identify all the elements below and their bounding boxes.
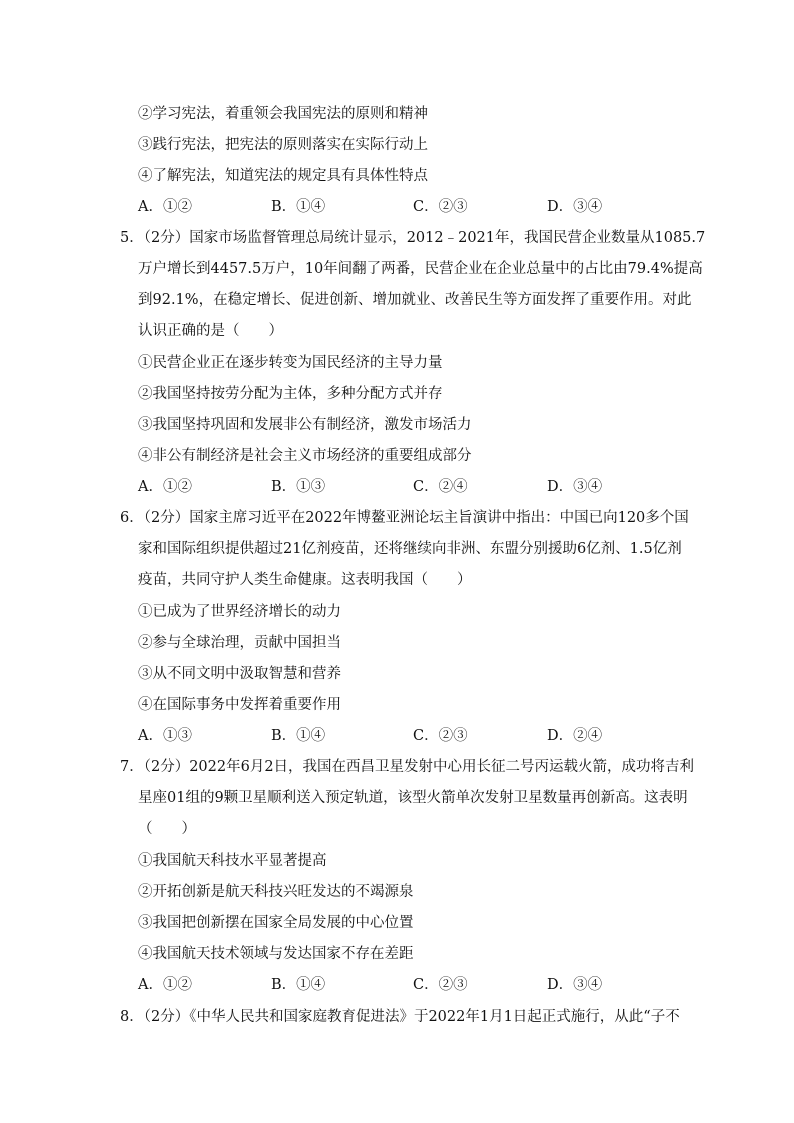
q4-option-2: ②学习宪法，着重领会我国宪法的原则和精神	[138, 106, 428, 122]
q6-option-1: ①已成为了世界经济增长的动力	[138, 604, 341, 620]
q7-choice-d[interactable]: D．③④	[547, 977, 603, 993]
q7-choice-b[interactable]: B．①④	[271, 977, 326, 993]
q5-option-3: ③我国坚持巩固和发展非公有制经济，激发市场活力	[138, 417, 472, 433]
q5-choice-d[interactable]: D．③④	[547, 479, 603, 495]
q4-option-4: ④了解宪法，知道宪法的规定具有具体性特点	[138, 168, 428, 184]
q5-option-2: ②我国坚持按劳分配为主体，多种分配方式并存	[138, 386, 443, 402]
q4-choice-b[interactable]: B．①④	[271, 199, 326, 215]
q6-option-4: ④在国际事务中发挥着重要作用	[138, 697, 341, 713]
q6-choice-d[interactable]: D．②④	[547, 728, 603, 744]
q5-stem-line-2: 万户增长到4457.5万户，10年间翻了两番，民营企业在企业总量中的占比由79.4%提高	[138, 261, 703, 277]
q7-option-2: ②开拓创新是航天科技兴旺发达的不竭源泉	[138, 884, 414, 900]
q7-stem-line-3: （ ）	[138, 821, 196, 837]
q6-option-3: ③从不同文明中汲取智慧和营养	[138, 666, 341, 682]
q7-option-3: ③我国把创新摆在国家全局发展的中心位置	[138, 915, 414, 931]
q6-stem-line-3: 疫苗，共同守护人类生命健康。这表明我国（ ）	[138, 572, 472, 588]
q6-choice-b[interactable]: B．①④	[271, 728, 326, 744]
q6-stem-line-1: 6．（2分）国家主席习近平在2022年博鳌亚洲论坛主旨演讲中指出：中国已向120多个国	[120, 510, 689, 526]
q6-choice-a[interactable]: A．①③	[138, 728, 192, 744]
q4-choice-a[interactable]: A．①②	[138, 199, 192, 215]
q5-choice-c[interactable]: C．②④	[413, 479, 468, 495]
q5-stem-line-1: 5．（2分）国家市场监督管理总局统计显示，2012﹣2021年，我国民营企业数量从1085.7	[120, 230, 706, 246]
q4-choice-d[interactable]: D．③④	[547, 199, 603, 215]
q7-stem-line-2: 星座01组的9颗卫星顺利送入预定轨道，该型火箭单次发射卫星数量再创新高。这表明	[138, 790, 688, 806]
q5-stem-line-4: 认识正确的是（ ）	[138, 323, 283, 339]
q5-option-4: ④非公有制经济是社会主义市场经济的重要组成部分	[138, 448, 472, 464]
q6-stem-line-2: 家和国际组织提供超过21亿剂疫苗，还将继续向非洲、东盟分别援助6亿剂、1.5亿剂	[138, 541, 682, 557]
q4-option-3: ③践行宪法，把宪法的原则落实在实际行动上	[138, 137, 428, 153]
q7-option-1: ①我国航天科技水平显著提高	[138, 853, 327, 869]
q7-choice-a[interactable]: A．①②	[138, 977, 192, 993]
q7-choice-c[interactable]: C．②③	[413, 977, 468, 993]
q6-choice-c[interactable]: C．②③	[413, 728, 468, 744]
q7-choices	[138, 975, 698, 995]
q6-choices	[138, 726, 698, 746]
q5-option-1: ①民营企业正在逐步转变为国民经济的主导力量	[138, 355, 443, 371]
q4-choices	[138, 197, 698, 217]
q7-option-4: ④我国航天技术领域与发达国家不存在差距	[138, 946, 414, 962]
q6-option-2: ②参与全球治理，贡献中国担当	[138, 635, 341, 651]
q8-stem-line-1: 8．（2分）《中华人民共和国家庭教育促进法》于2022年1月1日起正式施行，从此“子不	[120, 1009, 680, 1025]
q7-stem-line-1: 7．（2分）2022年6月2日，我国在西昌卫星发射中心用长征二号丙运载火箭，成功将吉利	[120, 759, 695, 775]
q4-choice-c[interactable]: C．②③	[413, 199, 468, 215]
q5-choice-b[interactable]: B．①③	[271, 479, 326, 495]
q5-choices	[138, 477, 698, 497]
q5-choice-a[interactable]: A．①②	[138, 479, 192, 495]
q5-stem-line-3: 到92.1%，在稳定增长、促进创新、增加就业、改善民生等方面发挥了重要作用。对此	[138, 292, 692, 308]
